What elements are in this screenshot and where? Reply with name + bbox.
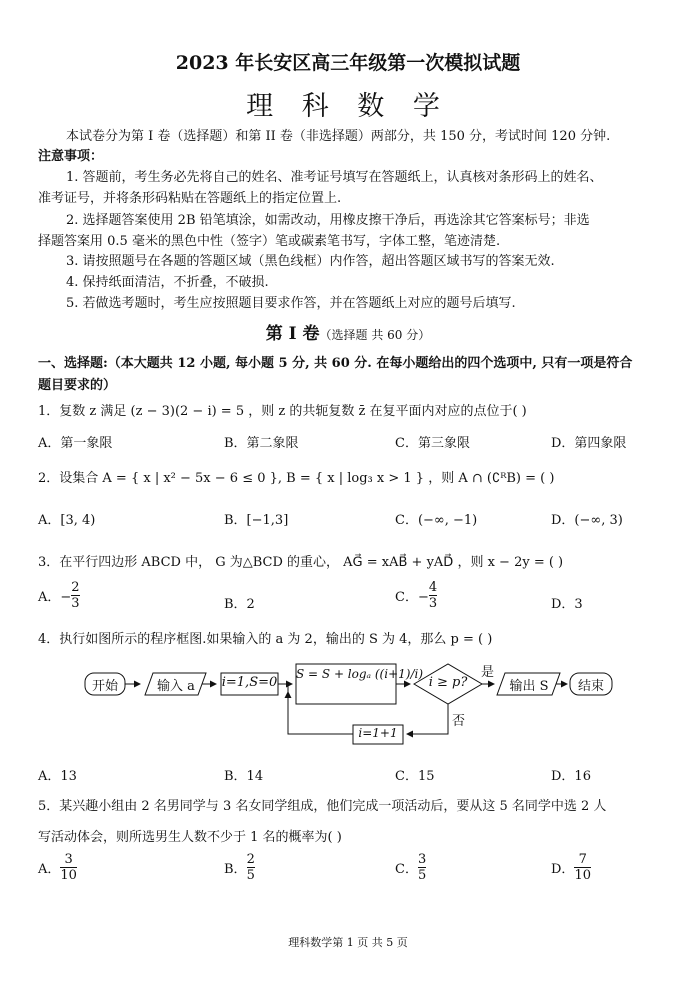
- q2-stem: 2．设集合 A = { x | x² − 5x − 6 ≤ 0 }, B = { x | log₃ x > 1 } ，则 A ∩ (∁ᴿB) = ( ): [38, 471, 555, 486]
- flow-end-label: 结束: [577, 679, 604, 694]
- part1-heading: [0, 319, 696, 344]
- q3-option-a: [38, 580, 80, 611]
- q3-option-a-prefix: A．−: [38, 590, 72, 605]
- note-5: 5. 若做选考题时，考生应按照题目要求作答，并在答题纸上对应的题号后填写.: [66, 296, 516, 311]
- q4-option-b: B．14: [224, 769, 264, 784]
- q3-option-c: [395, 580, 437, 611]
- part1-title: 第 I 卷: [265, 324, 320, 344]
- q1-option-a: A．第一象限: [38, 436, 113, 451]
- note-3: 3. 请按照题号在各题的答题区域（黑色线框）内作答，超出答题区域书写的答案无效.: [66, 254, 555, 269]
- section1-line1: 一、选择题:（本大题共 12 小题, 每小题 5 分, 共 60 分. 在每小题给出的四个选项中, 只有一项是符合: [38, 356, 633, 371]
- q5-c-num: 3: [417, 852, 427, 867]
- intro-text: 本试卷分为第 I 卷（选择题）和第 II 卷（非选择题）两部分，共 150 分，考试时间 120 分钟.: [66, 129, 611, 144]
- q3-option-c-fraction: [429, 580, 437, 611]
- q3-option-d: D．3: [551, 597, 583, 612]
- q3-a-den: 3: [71, 596, 80, 611]
- flowchart: [0, 650, 696, 750]
- q5-stem-line1: 5．某兴趣小组由 2 名男同学与 3 名女同学组成，他们完成一项活动后，要从这 5 名同学中选 2 人: [38, 799, 607, 814]
- flow-yes-label: 是: [481, 665, 495, 680]
- part1-subtitle: （选择题 共 60 分）: [319, 328, 431, 342]
- q5-option-c: [395, 852, 426, 883]
- q5-option-c-fraction: [418, 852, 426, 883]
- flow-arrow-no: [407, 704, 448, 734]
- flow-start-label: 开始: [91, 679, 118, 694]
- note-2a: 2. 选择题答案使用 2B 铅笔填涂，如需改动，用橡皮擦干净后，再选涂其它答案标号；非选: [66, 213, 590, 228]
- q1-option-b: B．第二象限: [224, 436, 299, 451]
- section1-line2: 题目要求的）: [38, 378, 117, 393]
- subject-title: 理 科 数 学: [246, 91, 450, 122]
- q2-option-a: A．[3, 4): [38, 513, 96, 528]
- q3-option-a-fraction: [71, 580, 79, 611]
- exam-title: 2023 年长安区高三年级第一次模拟试题: [175, 52, 521, 74]
- q4-option-d: D．16: [551, 769, 591, 784]
- q4-option-a: A．13: [38, 769, 77, 784]
- q2-option-c: C．(−∞, −1): [395, 513, 478, 528]
- flow-input-label: 输入 a: [157, 679, 195, 694]
- q1-option-c: C．第三象限: [395, 436, 470, 451]
- q3-option-c-prefix: C．−: [395, 590, 429, 605]
- flow-cond-label: i ≥ p?: [428, 675, 468, 690]
- flow-no-label: 否: [452, 714, 466, 729]
- q5-c-den: 5: [417, 868, 427, 883]
- q2-option-d: D．(−∞, 3): [551, 513, 623, 528]
- note-1a: 1. 答题前，考生务必先将自己的姓名、准考证号填写在答题纸上，认真核对条形码上的姓名、: [66, 170, 603, 185]
- q5-d-num: 7: [578, 852, 587, 867]
- q5-b-num: 2: [246, 852, 255, 867]
- q3-a-num: 2: [71, 580, 80, 595]
- q4-option-c: C．15: [395, 769, 435, 784]
- q5-option-b: [224, 852, 255, 883]
- notes-heading: 注意事项：: [38, 149, 104, 164]
- q5-option-d: [551, 852, 591, 883]
- note-2b: 择题答案用 0.5 毫米的黑色中性（签字）笔或碳素笔书写，字体工整，笔迹清楚.: [38, 234, 501, 249]
- q2-option-b: B．[−1,3]: [224, 513, 289, 528]
- q3-option-b: B．2: [224, 597, 255, 612]
- q5-a-den: 10: [60, 868, 77, 883]
- q5-option-d-fraction: [574, 852, 591, 883]
- q4-stem: 4．执行如图所示的程序框图.如果输入的 a 为 2，输出的 S 为 4，那么 p = ( ): [38, 632, 493, 647]
- q5-a-num: 3: [64, 852, 73, 867]
- q5-option-a-fraction: [60, 852, 77, 883]
- q5-b-den: 5: [246, 868, 255, 883]
- q5-option-b-fraction: [247, 852, 255, 883]
- flow-inc-label: i=1+1: [358, 726, 398, 740]
- q3-c-den: 3: [428, 596, 438, 611]
- q5-option-a: [38, 852, 77, 883]
- q5-option-c-label: C．: [395, 862, 418, 877]
- note-4: 4. 保持纸面清洁，不折叠，不破损.: [66, 275, 269, 290]
- q5-option-b-label: B．: [224, 862, 247, 877]
- q5-option-d-label: D．: [551, 862, 575, 877]
- q1-stem: 1．复数 z 满足 (z − 3)(2 − i) = 5 ，则 z 的共轭复数 z̄ 在复平面内对应的点位于( ): [38, 404, 527, 419]
- q5-option-a-label: A．: [38, 862, 61, 877]
- q5-d-den: 10: [574, 868, 591, 883]
- note-1b: 准考证号，并将条形码粘贴在答题纸上的指定位置上.: [38, 191, 342, 206]
- flow-calc-label: S = S + logₐ ((i+1)/i): [296, 667, 424, 681]
- flow-init-label: i=1,S=0: [221, 675, 278, 690]
- q3-c-num: 4: [428, 580, 438, 595]
- page-footer: 理科数学第 1 页 共 5 页: [288, 936, 408, 949]
- flow-output-label: 输出 S: [509, 679, 549, 694]
- q1-option-d: D．第四象限: [551, 436, 627, 451]
- q3-stem: 3．在平行四边形 ABCD 中， G 为△BCD 的重心， AG⃗ = xAB⃗ + yAD⃗ ，则 x − 2y = ( ): [38, 555, 564, 570]
- q5-stem-line2: 写活动体会，则所选男生人数不少于 1 名的概率为( ): [38, 830, 342, 845]
